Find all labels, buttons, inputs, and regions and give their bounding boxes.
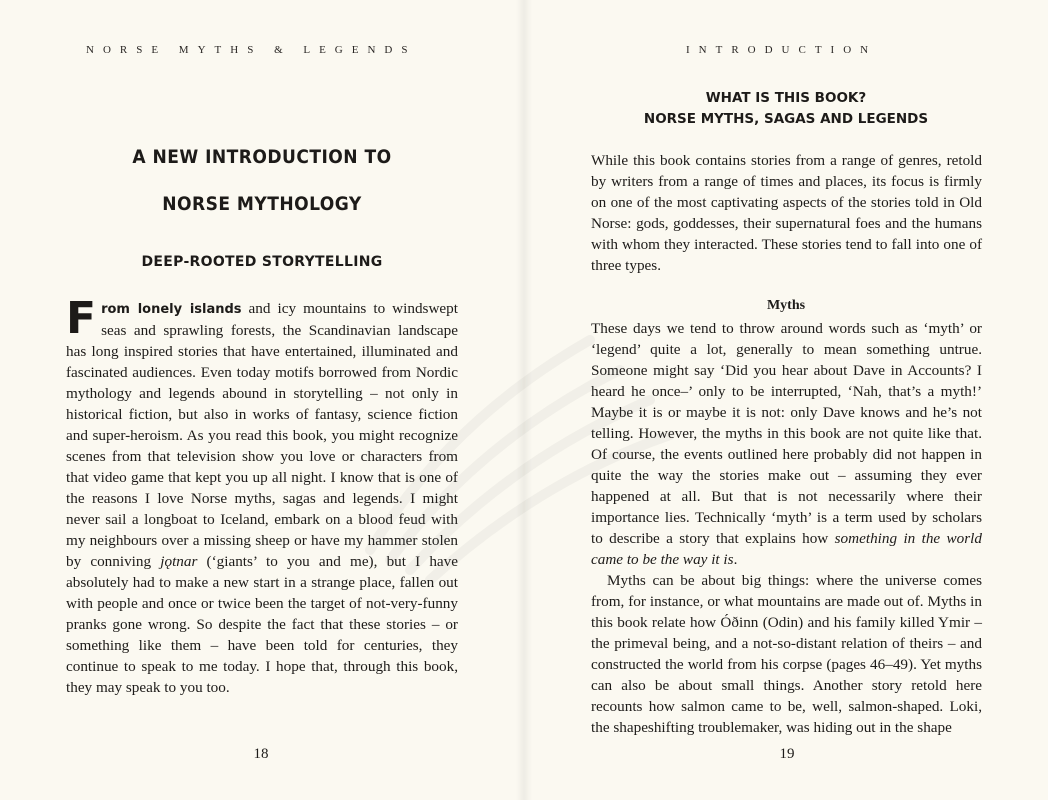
subheading-myths: Myths bbox=[766, 298, 806, 313]
left-body-text bbox=[66, 293, 459, 698]
intro-paragraph: While this book contains stories from a range of genres, retold by writers from a range of times and places, its focus is firmly on one of the most captivating aspects of the stories told in Old Norse: gods, goddesses, their supernatural foes and the humans with whom they interacted. These stories tend to fall into one of three types. bbox=[591, 152, 982, 274]
drop-cap: F bbox=[66, 293, 97, 344]
body-paragraph-end: (‘giants’ to you and me), but I have absolutely had to make a new start in a strange place, fallen out with people and once or twice been the target of not-very-funny pranks gone wrong. So despite the fact that these stories – or something like them – have been told for centuries, they continue to speak to me today. I hope that, through this book, they may speak to you too. bbox=[66, 553, 459, 696]
myths-italic-phrase: something in the world came to be the way it is bbox=[591, 530, 982, 568]
myths-paragraph-1-text: These days we tend to throw around words such as ‘myth’ or ‘legend’ quite a lot, generally to mean something untrue. Someone might say ‘Did you hear about Dave in Accounts? I heard he once–’ only to be interrupted, ‘Nah, that’s a myth!’ Maybe it is or maybe it is not: only Dave knows and he’s not telling. However, the myths in this book are not quite like that. Of course, the events outlined here probably did not happen in quite the way the stories make out – assuming they ever happened at all. But that is not necessarily where their importance lies. Technically ‘myth’ is a term used by scholars to describe a story that explains how bbox=[591, 320, 982, 547]
lead-in: rom lonely islands bbox=[101, 302, 242, 317]
myths-paragraph-1-end: . bbox=[733, 551, 738, 568]
right-page bbox=[524, 0, 1048, 800]
running-head-right: INTRODUCTION bbox=[686, 44, 878, 56]
section-heading bbox=[524, 88, 1048, 130]
chapter-title-line2: NORSE MYTHOLOGY bbox=[162, 193, 362, 215]
page-number-left: 18 bbox=[253, 746, 269, 762]
section-heading-line2: NORSE MYTHS, SAGAS AND LEGENDS bbox=[643, 111, 929, 127]
section-title: DEEP-ROOTED STORYTELLING bbox=[141, 254, 383, 270]
section-heading-line1: WHAT IS THIS BOOK? bbox=[705, 90, 867, 106]
myths-paragraph-2: Myths can be about big things: where the universe comes from, for instance, or what mountains are made out of. Myths in this book relate how Óðinn (Odin) and his family killed Ymir – the primeval being, and a not-so-distant relation of theirs – and constructed the world from his corpse (pages 46–49). Yet myths can also be about small things. Another story retold here recounts how salmon came to be, well, salmon-shaped. Loki, the shapeshifting troublemaker, was hiding out in the shape bbox=[591, 572, 982, 736]
chapter-title bbox=[26, 134, 498, 228]
body-paragraph: and icy mountains to windswept seas and sprawling forests, the Scandinavian landscape has long inspired stories that have entertained, illuminated and fascinated audiences. Even today motifs borrowed from Nordic mythology and legends abound in storytelling – not only in historical fiction, but also in works of fantasy, science fiction and super-heroism. As you read this book, you might recognize scenes from that television show you love or characters from that video game that kept you up all night. I know that is one of the reasons I love Norse myths, sagas and legends. I might never sail a longboat to Iceland, embark on a blood feud with my neighbours over a missing sheep or have my hammer stolen by conniving bbox=[66, 300, 458, 570]
myths-paragraph-1 bbox=[591, 318, 982, 570]
italic-word: jǫtnar bbox=[160, 553, 198, 570]
page-number-right: 19 bbox=[779, 746, 795, 762]
chapter-title-line1: A NEW INTRODUCTION TO bbox=[132, 146, 392, 168]
running-head-left: NORSE MYTHS & LEGENDS bbox=[86, 44, 417, 56]
myths-text bbox=[591, 318, 982, 738]
